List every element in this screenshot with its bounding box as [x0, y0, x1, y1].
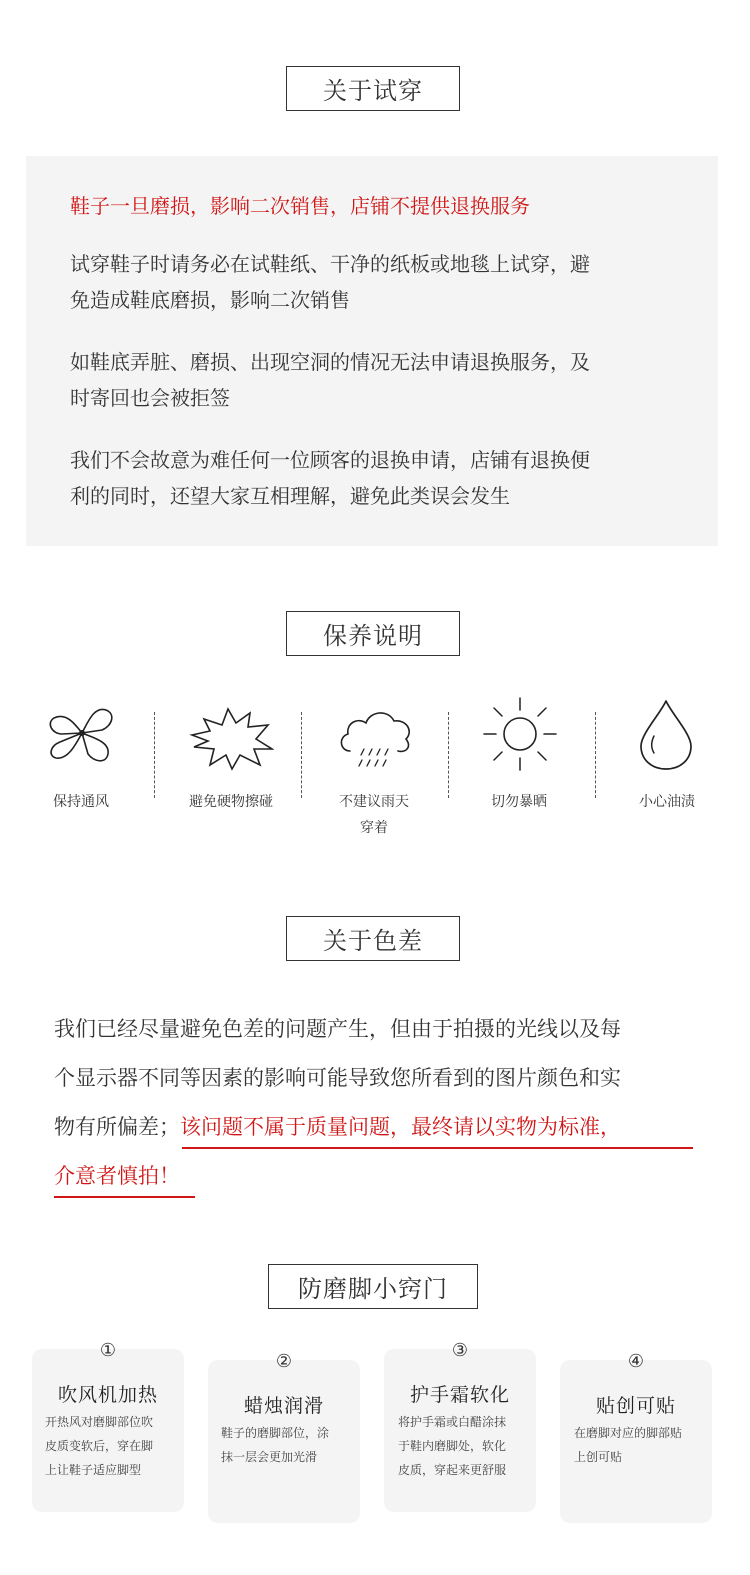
- tip-desc-line: 鞋子的磨脚部位，涂: [221, 1426, 330, 1440]
- tip-desc: [45, 1410, 177, 1482]
- try-on-paragraph-1-line-1: 试穿鞋子时请务必在试鞋纸、干净的纸板或地毯上试穿，避: [70, 252, 590, 276]
- try-on-paragraph-3-line-1: 我们不会故意为难任何一位顾客的退换申请，店铺有退换便: [70, 448, 590, 472]
- tip-desc-line: 抹一层会更加光滑: [221, 1450, 318, 1464]
- care-label-oil: 小心油渍: [639, 794, 695, 810]
- tip-desc: [574, 1421, 706, 1469]
- tip-desc-line: 皮质，穿起来更舒服: [398, 1463, 507, 1477]
- care-divider: [301, 712, 302, 798]
- tip-desc-line: 皮质变软后，穿在脚: [45, 1439, 154, 1453]
- color-diff-caution: 介意者慎拍！: [54, 1164, 180, 1188]
- tip-desc-line: 在磨脚对应的脚部贴: [574, 1426, 683, 1440]
- care-label-no-rain-line-1: 不建议雨天: [339, 794, 409, 810]
- tip-number: ②: [275, 1351, 293, 1372]
- care-divider: [154, 712, 155, 798]
- try-on-paragraph-3-line-2: 利的同时，还望大家互相理解，避免此类误会发生: [70, 484, 510, 508]
- sun-icon: [482, 696, 558, 772]
- section-title-anti-blister-tips: 防磨脚小窍门: [268, 1264, 478, 1309]
- color-diff-line-2: 个显示器不同等因素的影响可能导致您所看到的图片颜色和实: [54, 1066, 621, 1090]
- tip-number: ④: [627, 1351, 645, 1372]
- disclaimer-underline: [182, 1147, 693, 1149]
- color-diff-line-3-normal: 物有所偏差；: [54, 1115, 180, 1139]
- care-label-no-rain: [316, 790, 432, 840]
- tip-desc: [221, 1421, 353, 1469]
- try-on-warning: 鞋子一旦磨损，影响二次销售，店铺不提供退换服务: [70, 194, 530, 218]
- drop-icon: [636, 698, 696, 772]
- try-on-paragraph-2-line-1: 如鞋底弄脏、磨损、出现空洞的情况无法申请退换服务，及: [70, 350, 590, 374]
- tip-desc-line: 将护手霜或白醋涂抹: [398, 1415, 507, 1429]
- section-title-care: 保养说明: [286, 611, 460, 656]
- section-title-color-difference: 关于色差: [286, 916, 460, 961]
- color-diff-line-3: [54, 1112, 621, 1142]
- tip-title: 吹风机加热: [57, 1384, 158, 1406]
- try-on-paragraph-1-line-2: 免造成鞋底磨损，影响二次销售: [70, 288, 350, 312]
- care-label-avoid-collision: 避免硬物擦碰: [189, 794, 273, 810]
- tip-desc-line: 上创可贴: [574, 1450, 623, 1464]
- tip-title: 蜡烛润滑: [243, 1395, 324, 1417]
- tip-number: ③: [451, 1340, 469, 1361]
- care-label-no-sun: 切勿暴晒: [491, 794, 547, 810]
- try-on-paragraph-2-line-2: 时寄回也会被拒签: [70, 386, 230, 410]
- care-divider: [595, 712, 596, 798]
- tip-desc-line: 于鞋内磨脚处，软化: [398, 1439, 507, 1453]
- care-label-no-rain-line-2: 穿着: [360, 820, 388, 836]
- section-title-try-on: 关于试穿: [286, 66, 460, 111]
- tip-desc-line: 开热风对磨脚部位吹: [45, 1415, 154, 1429]
- collision-icon: [188, 705, 274, 771]
- tip-desc-line: 上让鞋子适应脚型: [45, 1463, 142, 1477]
- color-diff-disclaimer: 该问题不属于质量问题，最终请以实物为标准，: [180, 1115, 621, 1139]
- color-diff-line-1: 我们已经尽量避免色差的问题产生，但由于拍摄的光线以及每: [54, 1017, 621, 1041]
- tip-desc: [398, 1410, 530, 1482]
- rain-cloud-icon: [334, 703, 416, 773]
- fan-icon: [44, 698, 120, 770]
- tip-number: ①: [99, 1340, 117, 1361]
- care-label-ventilate: 保持通风: [53, 794, 109, 810]
- tip-title: 贴创可贴: [595, 1395, 676, 1417]
- caution-underline: [54, 1196, 195, 1198]
- tip-title: 护手霜软化: [409, 1384, 510, 1406]
- care-divider: [448, 712, 449, 798]
